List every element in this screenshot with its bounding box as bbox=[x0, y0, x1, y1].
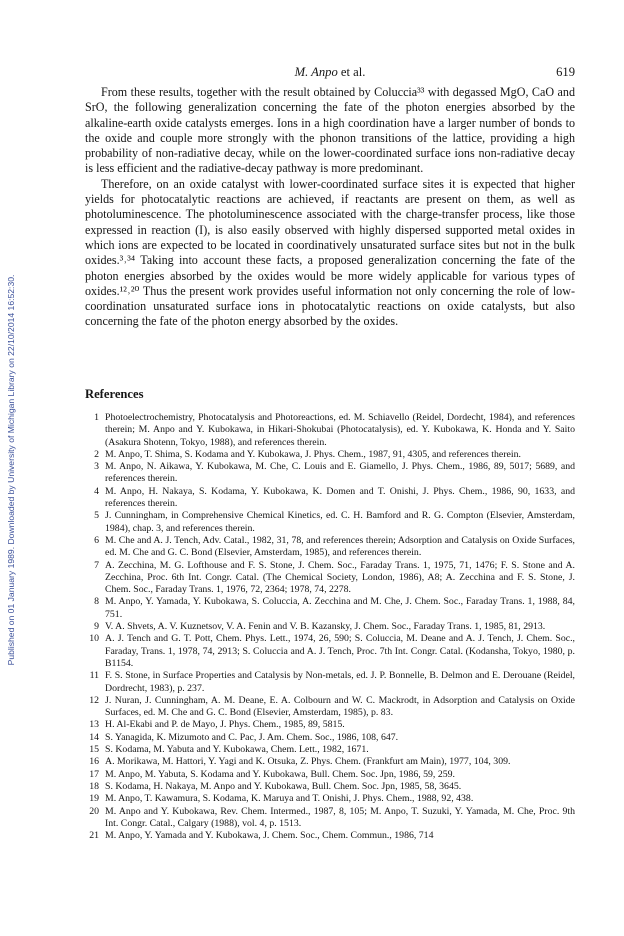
reference-number: 14 bbox=[89, 731, 99, 743]
reference-text: M. Anpo, H. Nakaya, S. Kodama, Y. Kubokawa, K. Domen and T. Onishi, J. Phys. Chem., 1986, 90, 1633, and references therein. bbox=[105, 485, 575, 510]
references-heading: References bbox=[85, 387, 144, 401]
reference-number: 7 bbox=[94, 559, 99, 571]
reference-item bbox=[85, 732, 575, 744]
running-title bbox=[85, 65, 575, 80]
reference-text: J. Cunningham, in Comprehensive Chemical Kinetics, ed. C. H. Bamford and R. G. Compton (Elsevier, Amsterdam, 1984), chap. 3, and references therein. bbox=[105, 510, 575, 534]
reference-text: A. Morikawa, M. Hattori, Y. Yagi and K. Otsuka, Z. Phys. Chem. (Frankfurt am Main), 1977, 104, 309. bbox=[105, 756, 511, 768]
reference-number: 1 bbox=[94, 412, 99, 423]
running-header bbox=[85, 65, 575, 81]
reference-number: 12 bbox=[89, 694, 99, 706]
reference-item bbox=[85, 670, 575, 695]
reference-item bbox=[85, 781, 575, 793]
reference-text: M. Che and A. J. Tench, Adv. Catal., 1982, 31, 78, and references therein; Adsorption and Catalysis on Oxide Surfaces, ed. M. Che and G. C. Bond (Elsevier, Amsterdam, 1985), and references therein. bbox=[105, 534, 575, 559]
reference-number: 16 bbox=[89, 756, 99, 768]
reference-text: M. Anpo, M. Yabuta, S. Kodama and Y. Kubokawa, Bull. Chem. Soc. Jpn, 1986, 59, 259. bbox=[105, 768, 455, 780]
reference-number: 15 bbox=[89, 744, 99, 756]
reference-list bbox=[85, 412, 575, 842]
header-etal: et al. bbox=[337, 65, 366, 79]
reference-text: F. S. Stone, in Surface Properties and Catalysis by Non-metals, ed. J. P. Bonnelle, B. Delmon and E. Derouane (Reidel, Dordrecht, 1983), p. 237. bbox=[105, 670, 575, 694]
reference-item bbox=[85, 719, 575, 731]
reference-item bbox=[85, 806, 575, 831]
reference-number: 8 bbox=[94, 596, 99, 608]
reference-item bbox=[85, 769, 575, 781]
reference-text: M. Anpo and Y. Kubokawa, Rev. Chem. Intermed., 1987, 8, 105; M. Anpo, T. Suzuki, Y. Yamada, M. Che, Proc. 9th Int. Congr. Catal., Calgary (1988), vol. 4, p. 1513. bbox=[105, 805, 575, 829]
reference-text: M. Anpo, T. Kawamura, S. Kodama, K. Maruya and T. Onishi, J. Phys. Chem., 1988, 92, 438. bbox=[105, 793, 474, 805]
reference-number: 4 bbox=[94, 485, 99, 497]
reference-item bbox=[85, 744, 575, 756]
reference-text: A. J. Tench and G. T. Pott, Chem. Phys. Lett., 1974, 26, 590; S. Coluccia, M. Deane and A. J. Tench, J. Chem. Soc., Faraday, Trans. 1, 1978, 74, 2913; S. Coluccia and A. J. Tench, Proc. 7th Int. Congr. Catal. (Kodansha, Tokyo, 1980, p. B1154. bbox=[105, 633, 575, 669]
reference-item bbox=[85, 596, 575, 621]
reference-text: V. A. Shvets, A. V. Kuznetsov, V. A. Fenin and V. B. Kazansky, J. Chem. Soc., Faraday Trans. 1, 1985, 81, 2913. bbox=[105, 621, 546, 633]
reference-number: 2 bbox=[94, 448, 99, 460]
reference-text: S. Kodama, H. Nakaya, M. Anpo and Y. Kubokawa, Bull. Chem. Soc. Jpn, 1985, 58, 3645. bbox=[105, 780, 462, 792]
reference-item bbox=[85, 756, 575, 768]
reference-number: 21 bbox=[89, 830, 99, 842]
reference-item bbox=[85, 486, 575, 511]
reference-number: 20 bbox=[89, 805, 99, 817]
reference-item bbox=[85, 793, 575, 805]
paragraph-conclusion: Therefore, on an oxide catalyst with lower-coordinated surface sites it is expected that higher yields for photocatalytic reactions are achieved, if reactants are present on them, as well as photoluminescence. The photoluminescence associated with the charge-transfer process, like those expressed in reaction (I), is also easily observed with highly dispersed supported metal oxides in which ions are expected to be located in coordinatively unsaturated surface sites but not in the bulk oxides.³˒³⁴ Taking into account these facts, a proposed generalization concerning the fate of the photon energies absorbed by the oxides would be more widely applicable for various types of oxides.¹²˒²⁰ Thus the present work provides useful information not only concerning the role of low-coordination unsaturated surface ions in photocatalytic reactions on oxide catalysts, but also concerning the fate of the photon energy absorbed by the oxides. bbox=[85, 176, 575, 329]
reference-number: 13 bbox=[89, 719, 99, 731]
header-author: M. Anpo bbox=[294, 65, 338, 79]
reference-text: S. Kodama, M. Yabuta and Y. Kubokawa, Chem. Lett., 1982, 1671. bbox=[105, 744, 369, 756]
reference-text: M. Anpo, N. Aikawa, Y. Kubokawa, M. Che, C. Louis and E. Giamello, J. Phys. Chem., 1986, 89, 5017; 5689, and references therein. bbox=[105, 461, 575, 485]
page-number: 619 bbox=[556, 65, 575, 79]
reference-text: S. Yanagida, K. Mizumoto and C. Pac, J. Am. Chem. Soc., 1986, 108, 647. bbox=[105, 731, 399, 743]
reference-number: 10 bbox=[89, 633, 99, 645]
reference-number: 5 bbox=[94, 510, 99, 522]
reference-number: 17 bbox=[89, 768, 99, 780]
reference-item bbox=[85, 412, 575, 449]
reference-number: 19 bbox=[89, 793, 99, 805]
reference-item bbox=[85, 535, 575, 560]
reference-text: Photoelectrochemistry, Photocatalysis and Photoreactions, ed. M. Schiavello (Reidel, Dordecht, 1984), and references therein; M. Anpo and Y. Kubokawa, in Hikari-Shokubai (Photocatalysis), ed. Y. Kubokawa, K. Honda and Y. Saito (Asakura Shotenn, Tokyo, 1988), and references therein. bbox=[105, 412, 575, 448]
reference-number: 3 bbox=[94, 461, 99, 473]
reference-item bbox=[85, 510, 575, 535]
reference-text: A. Zecchina, M. G. Lofthouse and F. S. Stone, J. Chem. Soc., Faraday Trans. 1, 1975, 71, 1476; F. S. Stone and A. Zecchina, Proc. 6th Int. Congr. Catal. (The Chemical Society, London, 1986), A8; A. Zecchina and F. S. Stone, J. Chem. Soc., Faraday Trans. 1, 1976, 72, 2364; 1978, 74, 2278. bbox=[105, 559, 575, 596]
reference-text: M. Anpo, T. Shima, S. Kodama and Y. Kubokawa, J. Phys. Chem., 1987, 91, 4305, and references therein. bbox=[105, 448, 521, 460]
reference-number: 6 bbox=[94, 534, 99, 546]
reference-number: 11 bbox=[89, 670, 99, 682]
reference-item bbox=[85, 621, 575, 633]
reference-text: M. Anpo, Y. Yamada and Y. Kubokawa, J. Chem. Soc., Chem. Commun., 1986, 714 bbox=[105, 830, 434, 842]
download-watermark-text: Published on 01 January 1989. Downloaded by University of Michigan Library on 22/10/2014 16:52:30. bbox=[6, 274, 16, 666]
reference-text: J. Nuran, J. Cunningham, A. M. Deane, E. A. Colbourn and W. C. Mackrodt, in Adsorption and Catalysis on Oxide Surfaces, ed. M. Che and G. C. Bond (Elsevier, Amsterdam, 1985), p. 83. bbox=[105, 694, 575, 719]
reference-item bbox=[85, 830, 575, 842]
reference-number: 9 bbox=[94, 621, 99, 633]
reference-item bbox=[85, 695, 575, 720]
reference-item bbox=[85, 461, 575, 486]
paragraph-generalization: From these results, together with the result obtained by Coluccia³³ with degassed MgO, CaO and SrO, the following generalization concerning the fate of the photon energies absorbed by the alkaline-earth oxide catalysts emerges. Ions in a high coordination have a larger number of bonds to the oxide and couple more strongly with the phonon transitions of the lattice, providing a high probability of non-radiative decay, while on the lower-coordinated surface ions non-radiative decay is less efficient and the radiative-decay pathway is more predominant. bbox=[85, 85, 575, 176]
reference-text: M. Anpo, Y. Yamada, Y. Kubokawa, S. Coluccia, A. Zecchina and M. Che, J. Chem. Soc., Faraday Trans. 1, 1988, 84, 751. bbox=[105, 596, 575, 620]
download-watermark bbox=[2, 120, 20, 820]
reference-item bbox=[85, 449, 575, 461]
reference-item bbox=[85, 560, 575, 597]
reference-number: 18 bbox=[89, 780, 99, 792]
reference-text: H. Al-Ekabi and P. de Mayo, J. Phys. Chem., 1985, 89, 5815. bbox=[105, 719, 345, 731]
reference-item bbox=[85, 633, 575, 670]
article-body bbox=[85, 85, 575, 330]
